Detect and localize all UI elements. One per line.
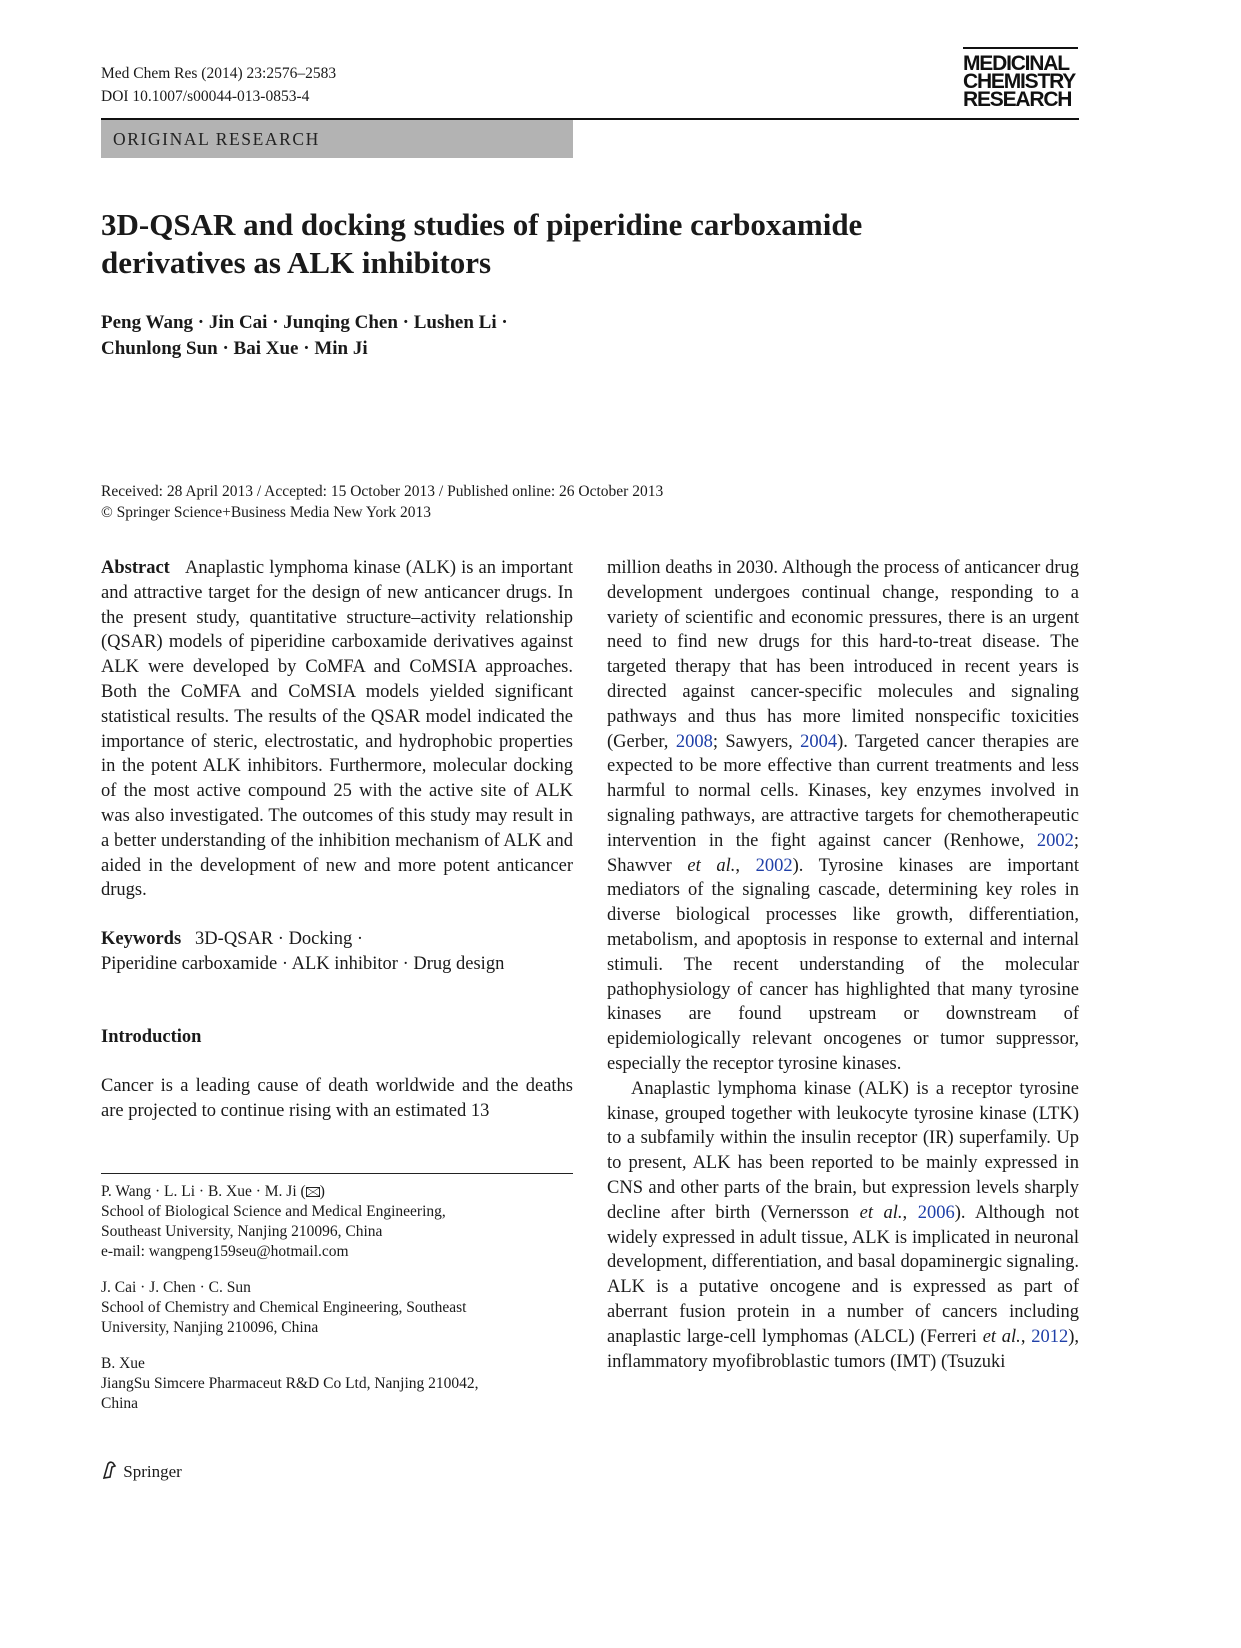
springer-horse-icon	[101, 1460, 119, 1480]
copyright: © Springer Science+Business Media New York 2013	[101, 504, 432, 521]
citation-link[interactable]: 2002	[1036, 830, 1074, 851]
keywords-line-1: 3D-QSAR · Docking ·	[195, 929, 364, 949]
keywords	[101, 927, 573, 977]
affiliation-3	[101, 1354, 573, 1414]
body-paragraph-1: million deaths in 2030. Although the process of anticancer drug development undergoes continual change, responding to a variety of scientific and economic pressures, there is an urgent need to find new drugs for this hard-to-treat disease. The targeted therapy that has been introduced in recent years is directed against cancer-specific molecules and signaling pathways and thus has more limited nonspecific toxicities (Gerber, 2008; Sawyers, 2004). Targeted cancer therapies are expected to be more effective than current treatments and less harmful to normal cells. Kinases, key enzymes involved in signaling pathways, are attractive targets for chemotherapeutic intervention in the fight against cancer (Renhowe, 2002; Shawver et al., 2002). Tyrosine kinases are important mediators of the signaling cascade, determining key roles in diverse biological processes like growth, differentiation, metabolism, and apoptosis in response to external and internal stimuli. The recent understanding of the molecular pathophysiology of cancer has highlighted that many tyrosine kinases are found upstream or downstream of epidemiologically relevant oncogenes or tumor suppressor, especially the receptor tyrosine kinases.	[607, 558, 1079, 1074]
section-heading-introduction: Introduction	[101, 1027, 202, 1047]
citation-link[interactable]: 2002	[755, 855, 793, 876]
affiliation-2	[101, 1278, 573, 1338]
affiliation-2-line-1: School of Chemistry and Chemical Engineering, Southeast	[101, 1299, 467, 1316]
footnote-rule	[101, 1173, 573, 1174]
publisher-footer	[101, 1460, 182, 1482]
affiliation-1-names: P. Wang · L. Li · B. Xue · M. Ji (	[101, 1183, 306, 1200]
affiliation-2-names: J. Cai · J. Chen · C. Sun	[101, 1279, 251, 1296]
author-list	[101, 310, 508, 362]
keywords-line-2: Piperidine carboxamide · ALK inhibitor · Drug design	[101, 954, 505, 974]
envelope-icon	[306, 1187, 320, 1197]
abstract	[101, 556, 573, 903]
category-banner: ORIGINAL RESEARCH	[101, 120, 573, 158]
introduction-paragraph: Cancer is a leading cause of death worldwide and the deaths are projected to continue rising with an estimated 13	[101, 1076, 573, 1121]
logo-line-2: CHEMISTRY	[963, 70, 1076, 93]
affiliation-1	[101, 1182, 573, 1262]
affiliation-3-names: B. Xue	[101, 1355, 145, 1372]
publication-dates	[101, 481, 663, 523]
journal-logo	[963, 52, 1083, 111]
title-line-1: 3D-QSAR and docking studies of piperidine carboxamide	[101, 207, 863, 242]
logo-line-1: MEDICINAL	[963, 52, 1069, 75]
affiliation-3-line-2: China	[101, 1395, 139, 1412]
authors-line-2: Chunlong Sun · Bai Xue · Min Ji	[101, 338, 368, 359]
publisher-name: Springer	[123, 1462, 182, 1481]
article-title	[101, 206, 862, 282]
affiliation-1-line-1: School of Biological Science and Medical Engineering,	[101, 1203, 446, 1220]
corresponding-email[interactable]: e-mail: wangpeng159seu@hotmail.com	[101, 1243, 349, 1260]
keywords-label: Keywords	[101, 929, 182, 949]
affiliation-2-line-2: University, Nanjing 210096, China	[101, 1319, 319, 1336]
affiliation-1-close: )	[319, 1183, 325, 1200]
abstract-label: Abstract	[101, 558, 170, 578]
logo-line-3: RESEARCH	[963, 88, 1072, 111]
logo-top-rule	[963, 47, 1078, 49]
abstract-text: Anaplastic lymphoma kinase (ALK) is an important and attractive target for the design of new anticancer drugs. In the present study, quantitative structure–activity relationship (QSAR) models of piperidine carboxamide derivatives against ALK were developed by CoMFA and CoMSIA approaches. Both the CoMFA and CoMSIA models yielded significant statistical results. The results of the QSAR model indicated the importance of steric, electrostatic, and hydrophobic properties in the potent ALK inhibitors. Furthermore, molecular docking of the most active compound 25 with the active site of ALK was also investigated. The outcomes of this study may result in a better understanding of the inhibition mechanism of ALK and aided in the development of new and more potent anticancer drugs.	[101, 558, 573, 901]
introduction-text	[101, 1074, 573, 1124]
citation-link[interactable]: 2006	[917, 1202, 955, 1223]
title-line-2: derivatives as ALK inhibitors	[101, 245, 492, 280]
history-dates: Received: 28 April 2013 / Accepted: 15 October 2013 / Published online: 26 October 2013	[101, 483, 664, 500]
citation-link[interactable]: 2012	[1031, 1326, 1069, 1347]
journal-citation: Med Chem Res (2014) 23:2576–2583	[101, 65, 337, 82]
affiliation-1-line-2: Southeast University, Nanjing 210096, China	[101, 1223, 383, 1240]
affiliation-3-line-1: JiangSu Simcere Pharmaceut R&D Co Ltd, Nanjing 210042,	[101, 1375, 479, 1392]
citation-link[interactable]: 2008	[675, 731, 713, 752]
doi[interactable]: DOI 10.1007/s00044-013-0853-4	[101, 88, 310, 105]
affiliations	[101, 1182, 573, 1430]
body-paragraph-2: Anaplastic lymphoma kinase (ALK) is a receptor tyrosine kinase, grouped together with leukocyte tyrosine kinase (LTK) to a subfamily within the insulin receptor (IR) superfamily. Up to present, ALK has been reported to be mainly expressed in CNS and other parts of the brain, but expression levels sharply decline after birth (Vernersson et al., 2006). Although not widely expressed in adult tissue, ALK is implicated in neuronal development, differentiation, and basal dopaminergic signaling. ALK is a putative oncogene and is expressed as part of aberrant fusion protein in a number of cancers including anaplastic large-cell lymphomas (ALCL) (Ferreri et al., 2012), inflammatory myofibroblastic tumors (IMT) (Tsuzuki	[607, 1078, 1080, 1372]
citation-link[interactable]: 2004	[800, 731, 838, 752]
authors-line-1: Peng Wang · Jin Cai · Junqing Chen · Lushen Li ·	[101, 312, 508, 333]
body-right-column	[607, 556, 1079, 1374]
